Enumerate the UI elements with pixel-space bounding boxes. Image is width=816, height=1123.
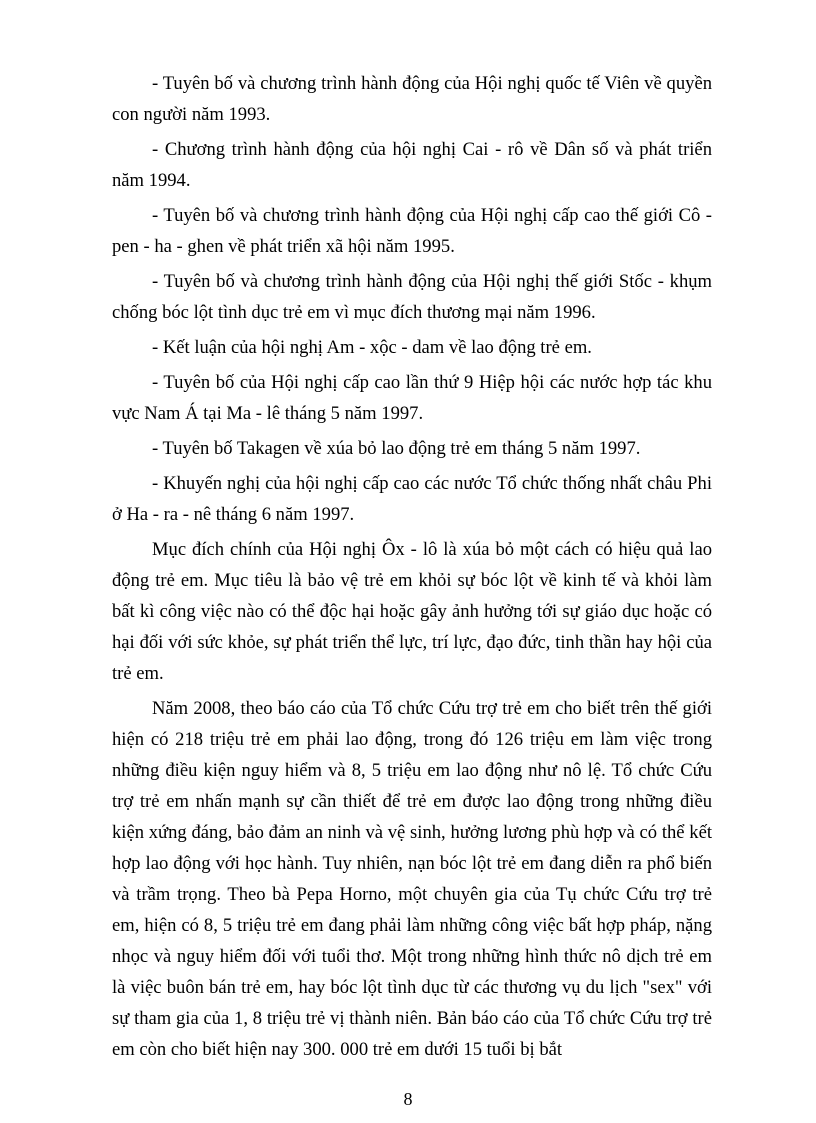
list-item-takagen: - Tuyên bố Takagen về xúa bỏ lao động trẻ em tháng 5 năm 1997. [152, 438, 641, 459]
page-number: 8 [403, 1089, 413, 1109]
paragraph-oslo-purpose: Mục đích chính của Hội nghị Ôx - lô là xúa bỏ một cách có hiệu quả lao động trẻ em. Mục tiêu là bảo vệ trẻ em khỏi sự bóc lột về kinh tế và khỏi làm bất kì công việc nào có thể độc hại hoặc gây ảnh hưởng tới sự giáo dục hoặc có hại đối với sức khỏe, sự phát triển thể lực, trí lực, đạo đức, tinh thần hay hội của trẻ em. [112, 539, 712, 684]
list-item-cairo: - Chương trình hành động của hội nghị Cai - rô về Dân số và phát triển năm 1994. [112, 139, 712, 191]
list-item-stockholm: - Tuyên bố và chương trình hành động của Hội nghị thế giới Stốc - khụm chống bóc lột tình dục trẻ em vì mục đích thương mại năm 1996. [112, 271, 712, 323]
list-item-vienna: - Tuyên bố và chương trình hành động của Hội nghị quốc tế Viên về quyền con người năm 1993. [112, 73, 712, 125]
list-item-harare: - Khuyến nghị của hội nghị cấp cao các nước Tổ chức thống nhất châu Phi ở Ha - ra - nê tháng 6 năm 1997. [112, 473, 712, 525]
paragraph-2008-report: Năm 2008, theo báo cáo của Tổ chức Cứu trợ trẻ em cho biết trên thế giới hiện có 218 triệu trẻ em phải lao động, trong đó 126 triệu em làm việc trong những điều kiện nguy hiểm và 8, 5 triệu em lao động như nô lệ. Tổ chức Cứu trợ trẻ em nhấn mạnh sự cần thiết để trẻ em được lao động trong những điều kiện xứng đáng, bảo đảm an ninh và vệ sinh, hưởng lương phù hợp và có thể kết hợp lao động với học hành. Tuy nhiên, nạn bóc lột trẻ em đang diễn ra phổ biến và trầm trọng. Theo bà Pepa Horno, một chuyên gia của Tụ chức Cứu trợ trẻ em, hiện có 8, 5 triệu trẻ em đang phải làm những công việc bất hợp pháp, nặng nhọc và nguy hiểm đối với tuổi thơ. Một trong những hình thức nô dịch trẻ em là việc buôn bán trẻ em, hay bóc lột tình dục từ các thương vụ du lịch "sex" với sự tham gia của 1, 8 triệu trẻ vị thành niên. Bản báo cáo của Tổ chức Cứu trợ trẻ em còn cho biết hiện nay 300. 000 trẻ em dưới 15 tuổi bị bắt [112, 698, 712, 1060]
list-item-copenhagen: - Tuyên bố và chương trình hành động của Hội nghị cấp cao thế giới Cô - pen - ha - ghen về phát triển xã hội năm 1995. [112, 205, 712, 257]
list-item-male: - Tuyên bố của Hội nghị cấp cao lần thứ 9 Hiệp hội các nước hợp tác khu vực Nam Á tại Ma - lê tháng 5 năm 1997. [112, 372, 712, 424]
document-page [112, 68, 712, 1069]
list-item-amsterdam: - Kết luận của hội nghị Am - xộc - dam về lao động trẻ em. [152, 337, 592, 358]
